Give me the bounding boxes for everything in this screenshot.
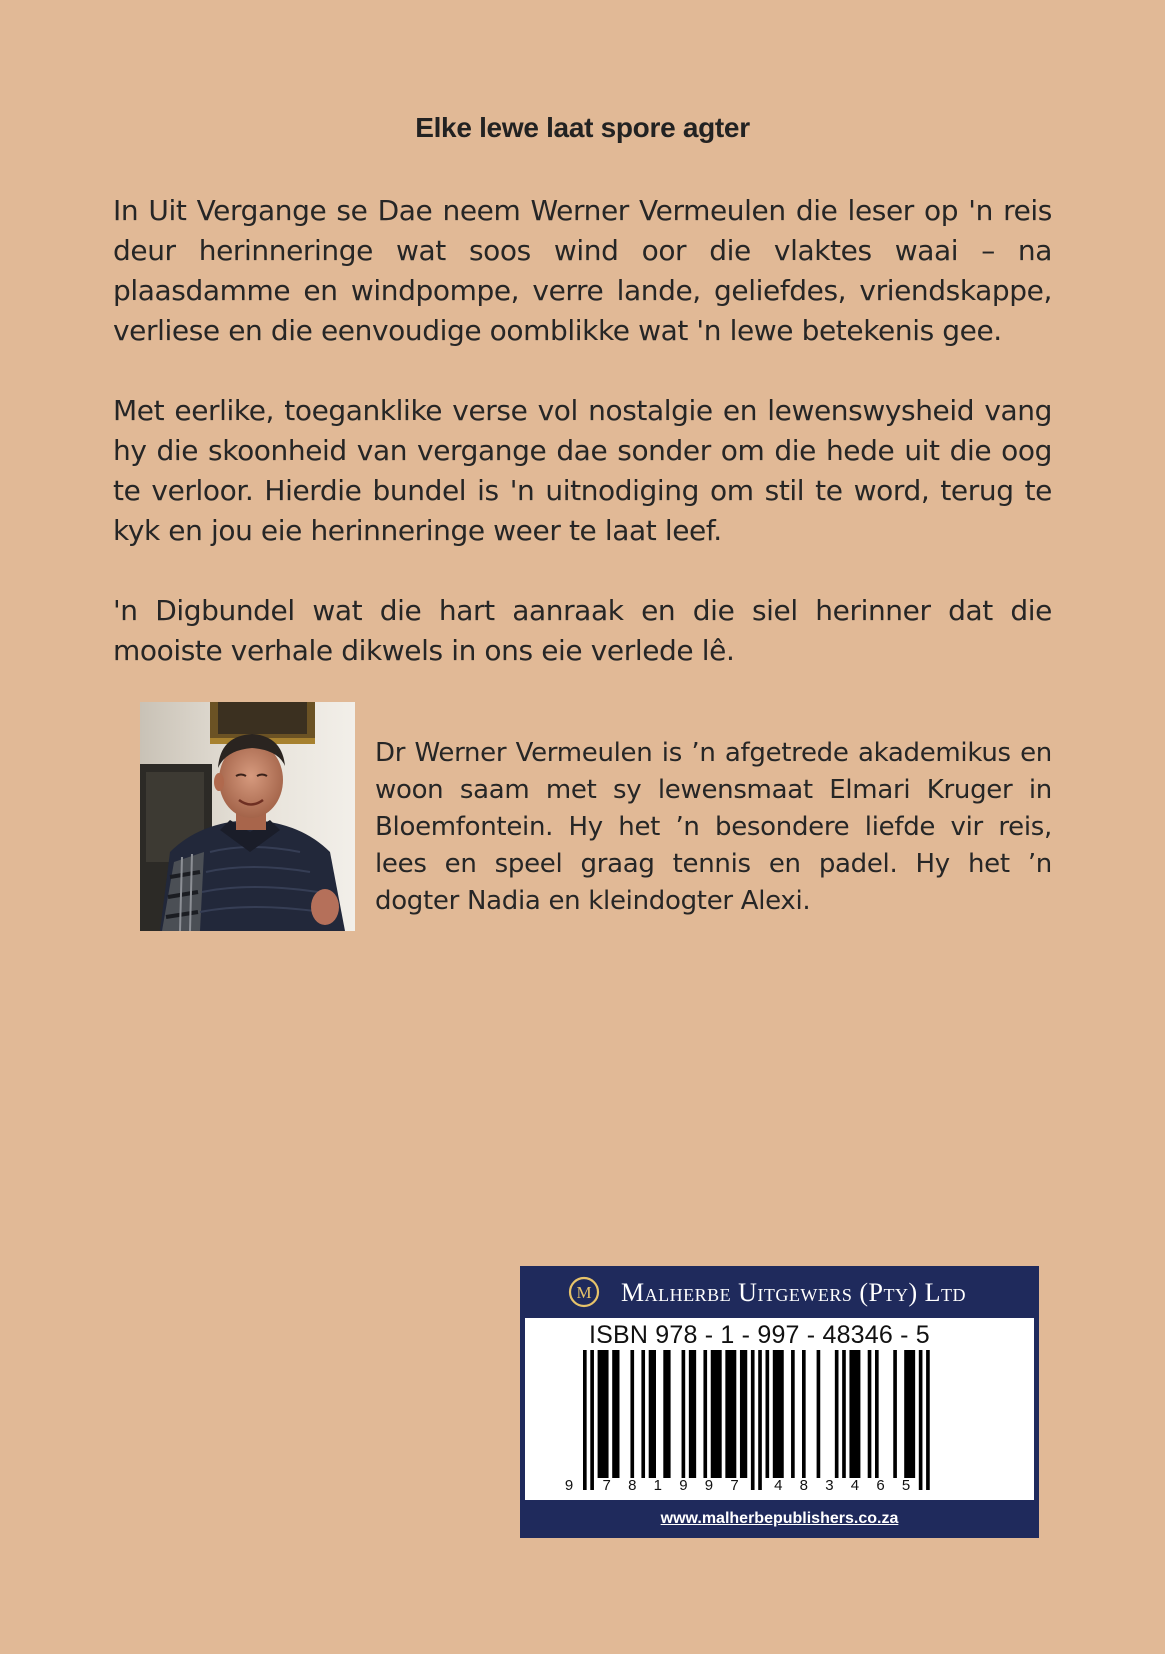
barcode-bar <box>598 1350 609 1478</box>
barcode-digit: 9 <box>564 1477 574 1494</box>
author-bio: Dr Werner Vermeulen is ’n afgetrede akademikus en woon saam met sy lewensmaat Elmari Kruger in Bloemfontein. Hy het ’n besondere liefde vir reis, lees en speel graag tennis en padel. Hy het ’n dogter Nadia en kleindogter Alexi. <box>375 738 1052 916</box>
barcode-digit: 3 <box>825 1477 834 1494</box>
barcode-bar <box>612 1350 619 1478</box>
barcode-bar <box>868 1350 872 1478</box>
barcode-digit: 4 <box>850 1477 860 1494</box>
blurb-paragraph-3: 'n Digbundel wat die hart aanraak en die siel herinner dat die mooiste verhale dikwels in ons eie verlede lê. <box>113 594 1052 667</box>
barcode-bar <box>682 1350 686 1478</box>
barcode-guard-bar <box>758 1350 762 1490</box>
barcode-guard-bar <box>919 1350 923 1490</box>
barcode-guard-bar <box>590 1350 594 1490</box>
isbn-number: ISBN 978 - 1 - 997 - 48346 - 5 <box>589 1321 930 1349</box>
blurb-paragraph-2: Met eerlike, toeganklike verse vol nostalgie en lewenswysheid vang hy die skoonheid van vergange dae sonder om die hede uit die oog te verloor. Hierdie bundel is 'n uitnodiging om stil te word, terug te kyk en jou eie herinneringe weer te laat leef. <box>113 394 1052 547</box>
barcode-digit: 5 <box>901 1477 911 1494</box>
publisher-logo-icon <box>568 1276 600 1308</box>
barcode-bar <box>842 1350 846 1478</box>
author-portrait-image <box>140 702 355 931</box>
barcode-digit: 7 <box>730 1477 739 1494</box>
barcode-digit: 9 <box>704 1477 714 1494</box>
publisher-header <box>520 1266 1039 1316</box>
barcode-bar <box>817 1350 821 1478</box>
publisher-barcode-block <box>520 1266 1039 1538</box>
barcode-digit: 1 <box>653 1477 662 1494</box>
barcode-bar <box>689 1350 696 1478</box>
barcode-bar <box>773 1350 784 1478</box>
barcode-bar <box>893 1350 897 1478</box>
barcode-bar <box>641 1350 645 1478</box>
barcode-bar <box>791 1350 795 1478</box>
barcode-digit: 4 <box>774 1477 783 1494</box>
barcode-digit: 8 <box>799 1477 808 1494</box>
publisher-name: Malherbe Uitgewers (Pty) Ltd <box>621 1278 967 1307</box>
barcode-bar <box>703 1350 707 1478</box>
barcode-image <box>525 1318 1034 1500</box>
barcode-digit: 7 <box>602 1477 611 1494</box>
barcode-bar <box>904 1350 915 1478</box>
barcode-bar <box>630 1350 634 1478</box>
barcode-bar <box>725 1350 736 1478</box>
barcode-digit: 8 <box>628 1477 637 1494</box>
barcode-digit: 9 <box>679 1477 688 1494</box>
author-photo <box>140 702 355 931</box>
barcode-bar <box>663 1350 670 1478</box>
barcode-bar <box>835 1350 839 1478</box>
publisher-logo-letter: M <box>576 1283 592 1302</box>
barcode-bar <box>766 1350 770 1478</box>
barcode-guard-bar <box>926 1350 930 1490</box>
barcode-bar <box>740 1350 747 1478</box>
barcode-bar <box>802 1350 806 1478</box>
barcode-digit: 6 <box>876 1477 885 1494</box>
barcode-panel <box>525 1318 1034 1500</box>
tagline: Elke lewe laat spore agter <box>415 112 750 143</box>
barcode-guard-bar <box>751 1350 755 1490</box>
barcode-bar <box>711 1350 722 1478</box>
barcode-bar <box>649 1350 656 1478</box>
barcode-bar <box>875 1350 879 1478</box>
publisher-website-link[interactable]: www.malherbepublishers.co.za <box>660 1510 899 1527</box>
barcode-guard-bar <box>583 1350 587 1490</box>
barcode-bar <box>849 1350 860 1478</box>
blurb-paragraph-1: In Uit Vergange se Dae neem Werner Vermeulen die leser op 'n reis deur herinneringe wat soos wind oor die vlaktes waai – na plaasdamme en windpompe, verre lande, geliefdes, vriendskappe, verliese en die eenvoudige oomblikke wat 'n lewe betekenis gee. <box>113 194 1052 347</box>
